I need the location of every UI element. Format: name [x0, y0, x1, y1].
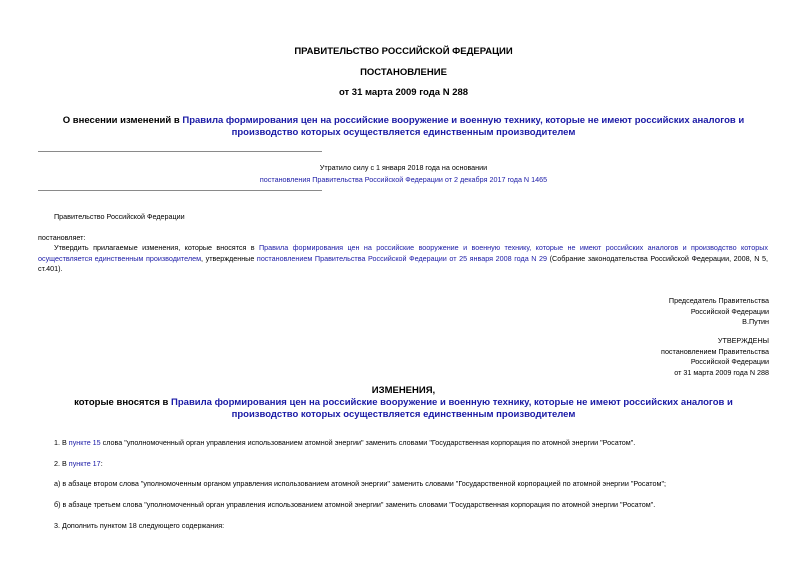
status-repealed-text: Утратило силу с 1 января 2018 года на основании	[319, 163, 488, 172]
approved-country: Российской Федерации	[690, 357, 769, 366]
resolves-text: постановляет:	[38, 233, 86, 242]
change-item-3: 3. Дополнить пунктом 18 следующего содержания:	[54, 521, 225, 530]
status-repeal-link[interactable]: постановления Правительства Российской Федерации от 2 декабря 2017 года N 1465	[259, 175, 548, 184]
approved-by: постановлением Правительства	[661, 346, 769, 356]
changes-subtitle	[40, 397, 767, 421]
item1-text: слова "уполномоченный орган управления использованием атомной энергии" заменить словами "Государственная корпорация по атомной энергии "Росатом".	[100, 438, 636, 447]
signature-country: Российской Федерации	[690, 306, 769, 316]
document-title	[45, 115, 762, 139]
item1-point15-link[interactable]: пункте 15	[68, 438, 101, 447]
document-date-number: от 31 марта 2009 года N 288	[338, 87, 469, 98]
divider-bottom	[38, 190, 322, 191]
paragraph-rules-link[interactable]: Правила формирования цен на российские вооружение и военную технику, которые не имеют российских аналогов и производство которых осуществляется единственным производителем	[38, 243, 768, 263]
changes-rules-link[interactable]: Правила формирования цен на российские вооружение и военную технику, которые не имеют российских аналогов и производство которых осуществляется единственным производителем	[171, 397, 733, 420]
change-item-2a: а) в абзаце втором слова "уполномоченным органом управления использованием атомной энергии" заменить словами "Государственной корпорацией по атомной энергии "Росатом";	[54, 479, 666, 488]
change-item-2	[54, 459, 103, 470]
paragraph-decree-link[interactable]: постановлением Правительства Российской Федерации от 25 января 2008 года N 29	[256, 253, 548, 263]
signature-block	[469, 296, 769, 328]
paragraph-text-2: , утвержденные	[201, 253, 257, 263]
title-prefix: О внесении изменений в	[62, 115, 183, 126]
issuer-text: Правительство Российской Федерации	[54, 212, 185, 221]
item2-colon: :	[100, 459, 103, 468]
change-item-2b: б) в абзаце третьем слова "уполномоченный орган управления использованием атомной энергии" заменить словами "Государственная корпорация по атомной энергии "Росатом".	[54, 500, 656, 509]
government-heading: ПРАВИТЕЛЬСТВО РОССИЙСКОЙ ФЕДЕРАЦИИ	[294, 46, 513, 57]
paragraph-text-1: Утвердить прилагаемые изменения, которые вносятся в	[54, 243, 260, 252]
document-type: ПОСТАНОВЛЕНИЕ	[360, 67, 447, 78]
approved-block	[469, 336, 769, 378]
signature-name: В.Путин	[742, 317, 769, 326]
approved-date: от 31 марта 2009 года N 288	[674, 367, 769, 377]
item2-point17-link[interactable]: пункте 17	[68, 459, 101, 468]
changes-subtitle-prefix: которые вносятся в	[74, 397, 172, 408]
title-rules-link[interactable]: Правила формирования цен на российские вооружение и военную технику, которые не имеют российских аналогов и производство которых осуществляется единственным производителем	[182, 115, 745, 138]
item2-prefix: 2. В	[54, 459, 69, 468]
change-item-1	[54, 438, 784, 449]
paragraph-text-3: (Собрание законодательства Российской Федерации, 2008, N 5, ст.401).	[38, 253, 769, 273]
changes-heading: ИЗМЕНЕНИЯ,	[371, 385, 436, 396]
divider-top	[38, 151, 322, 152]
main-paragraph	[38, 243, 768, 275]
signature-position: Председатель Правительства	[668, 296, 769, 305]
approved-label: УТВЕРЖДЕНЫ	[717, 336, 769, 345]
item1-prefix: 1. В	[54, 438, 69, 447]
